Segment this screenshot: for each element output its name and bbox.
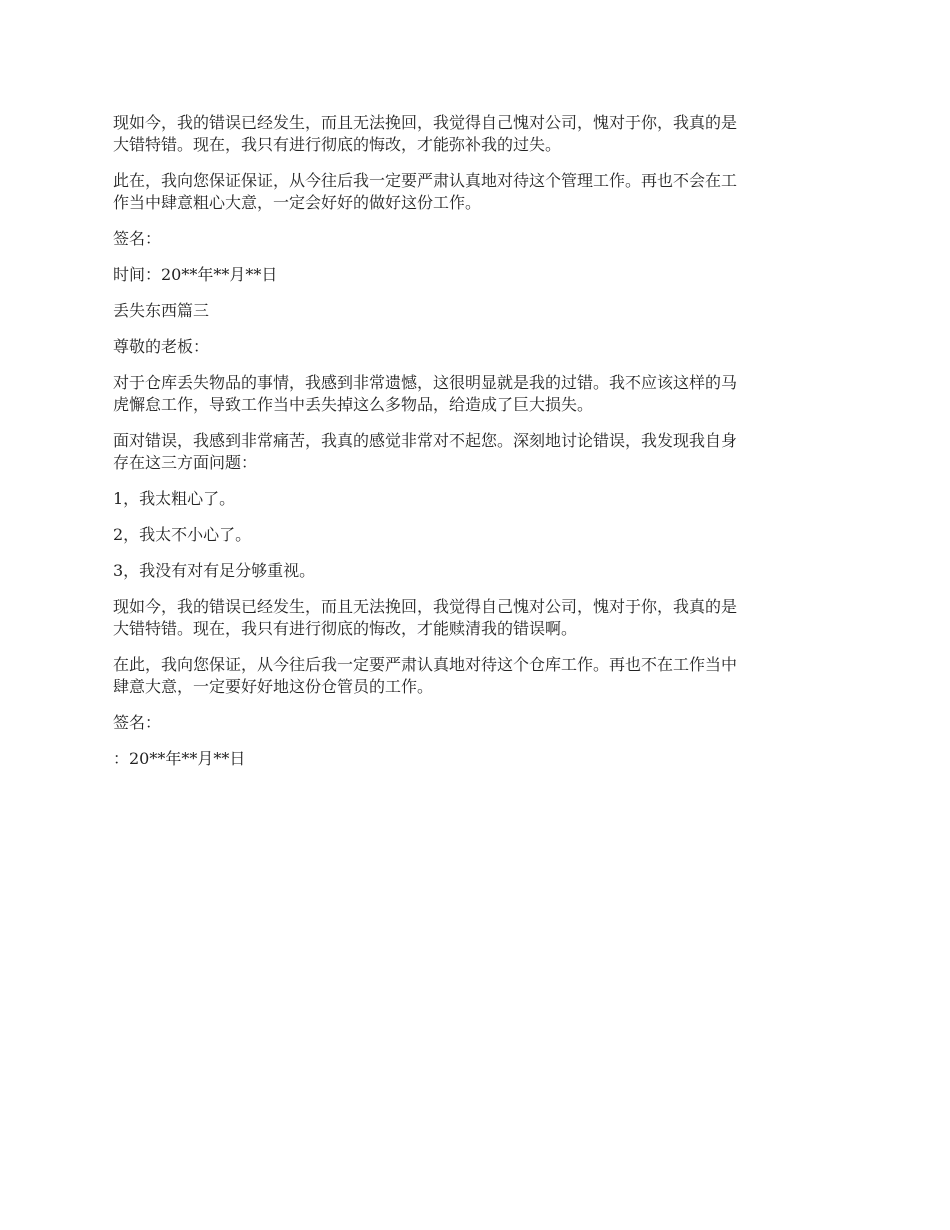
text-line: ：20**年**月**日 — [113, 749, 246, 768]
text-line: 签名： — [113, 229, 162, 248]
text-line: 在此，我向您保证，从今往后我一定要严肃认真地对待这个仓库工作。再也不在工作当中 — [113, 655, 738, 674]
signature-label-1 — [113, 228, 841, 250]
text-line: 大错特错。现在，我只有进行彻底的悔改，才能弥补我的过失。 — [113, 135, 562, 154]
text-line: 此在，我向您保证保证，从今往后我一定要严肃认真地对待这个管理工作。再也不会在工 — [113, 171, 738, 190]
document-body — [113, 112, 841, 784]
text-line: 签名： — [113, 713, 162, 732]
paragraph-facing-errors — [113, 430, 841, 474]
list-item-3 — [113, 560, 841, 582]
paragraph-apology-1 — [113, 112, 841, 156]
signature-label-2 — [113, 712, 841, 734]
paragraph-warehouse-loss — [113, 372, 841, 416]
text-line: 对于仓库丢失物品的事情，我感到非常遗憾，这很明显就是我的过错。我不应该这样的马 — [113, 373, 738, 392]
list-item-2 — [113, 524, 841, 546]
date-line-1 — [113, 264, 841, 286]
text-line: 2，我太不小心了。 — [113, 525, 252, 544]
text-line: 作当中肆意粗心大意，一定会好好的做好这份工作。 — [113, 193, 482, 212]
text-line: 时间：20**年**月**日 — [113, 265, 278, 284]
paragraph-promise-1 — [113, 170, 841, 214]
text-line: 虎懈怠工作，导致工作当中丢失掉这么多物品，给造成了巨大损失。 — [113, 395, 594, 414]
text-line: 现如今，我的错误已经发生，而且无法挽回，我觉得自己愧对公司，愧对于你，我真的是 — [113, 597, 738, 616]
text-line: 大错特错。现在，我只有进行彻底的悔改，才能赎清我的错误啊。 — [113, 619, 578, 638]
text-line: 面对错误，我感到非常痛苦，我真的感觉非常对不起您。深刻地讨论错误，我发现我自身 — [113, 431, 738, 450]
paragraph-apology-2 — [113, 596, 841, 640]
salutation — [113, 336, 841, 358]
section-title — [113, 300, 841, 322]
text-line: 尊敬的老板： — [113, 337, 210, 356]
date-line-2 — [113, 748, 841, 770]
paragraph-promise-2 — [113, 654, 841, 698]
list-item-1 — [113, 488, 841, 510]
text-line: 3，我没有对有足分够重视。 — [113, 561, 316, 580]
text-line: 现如今，我的错误已经发生，而且无法挽回，我觉得自己愧对公司，愧对于你，我真的是 — [113, 113, 738, 132]
text-line: 1，我太粗心了。 — [113, 489, 236, 508]
text-line: 丢失东西篇三 — [113, 301, 210, 320]
text-line: 存在这三方面问题： — [113, 453, 258, 472]
text-line: 肆意大意，一定要好好地这份仓管员的工作。 — [113, 677, 434, 696]
